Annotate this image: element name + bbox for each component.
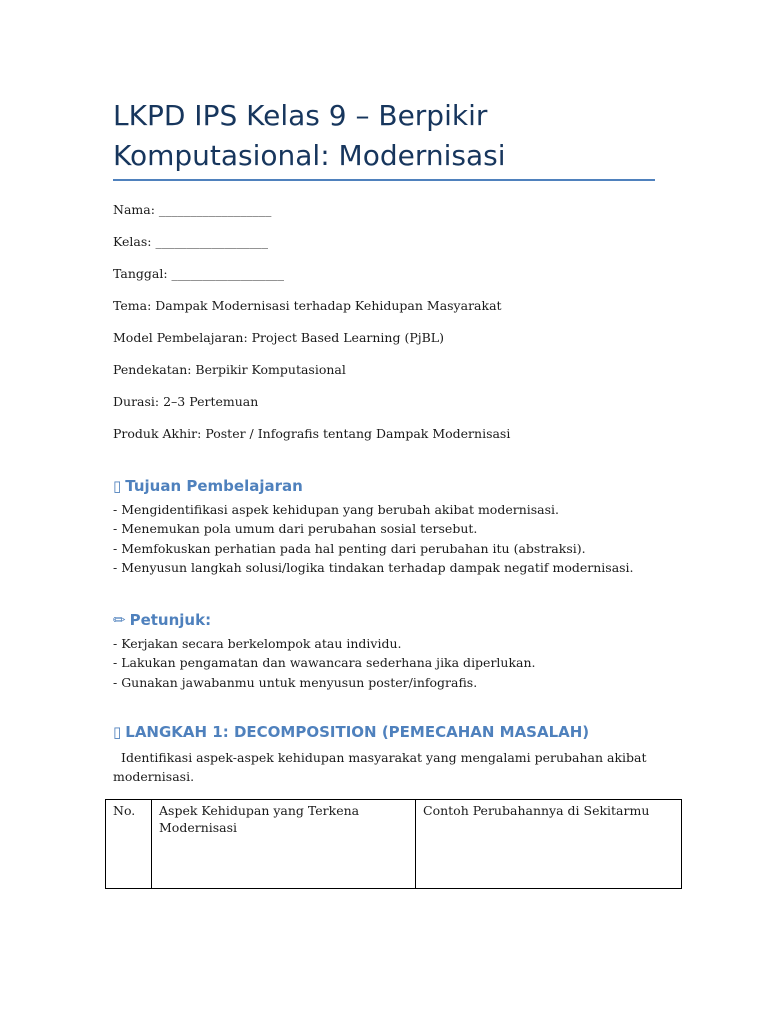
heading-petunjuk-text: Petunjuk:: [129, 611, 212, 629]
list-item: - Mengidentifikasi aspek kehidupan yang berubah akibat modernisasi.: [113, 502, 560, 517]
field-tema: Tema: Dampak Modernisasi terhadap Kehidupan Masyarakat: [113, 298, 502, 313]
table-header-no[interactable]: No.: [106, 800, 152, 889]
pencil-icon: ✏: [113, 611, 126, 629]
heading-tujuan: [113, 476, 303, 496]
decomposition-table: [105, 799, 682, 889]
heading-langkah1-text: LANGKAH 1: DECOMPOSITION (PEMECAHAN MASALAH): [125, 723, 590, 741]
title-divider: [113, 179, 655, 181]
field-nama: Nama: __________________: [113, 202, 272, 217]
list-item: - Menemukan pola umum dari perubahan sosial tersebut.: [113, 521, 478, 537]
table-row: [106, 800, 682, 889]
heading-langkah1: [113, 722, 589, 742]
heading-petunjuk: [113, 610, 211, 630]
field-durasi: Durasi: 2–3 Pertemuan: [113, 394, 259, 409]
field-model: Model Pembelajaran: Project Based Learning (PjBL): [113, 330, 444, 345]
field-tanggal: Tanggal: __________________: [113, 266, 285, 281]
petunjuk-list: [113, 634, 536, 692]
heading-tujuan-text: Tujuan Pembelajaran: [125, 477, 303, 495]
table-header-contoh[interactable]: Contoh Perubahannya di Sekitarmu: [416, 800, 682, 889]
list-item: - Lakukan pengamatan dan wawancara sederhana jika diperlukan.: [113, 655, 536, 671]
field-pendekatan: Pendekatan: Berpikir Komputasional: [113, 362, 346, 377]
target-icon: ▯: [113, 477, 122, 495]
list-item: - Kerjakan secara berkelompok atau individu.: [113, 636, 402, 651]
table-header-aspek[interactable]: Aspek Kehidupan yang Terkena Modernisasi: [152, 800, 416, 889]
missing-glyph-icon: ▯: [113, 723, 122, 741]
field-kelas: Kelas: __________________: [113, 234, 268, 249]
document-title: LKPD IPS Kelas 9 – Berpikir Komputasional: Modernisasi: [113, 99, 506, 172]
list-item: - Gunakan jawabanmu untuk menyusun poster/infografis.: [113, 674, 478, 690]
langkah1-intro: Identifikasi aspek-aspek kehidupan masyarakat yang mengalami perubahan akibat modernisasi.: [113, 750, 647, 784]
list-item: - Memfokuskan perhatian pada hal penting dari perubahan itu (abstraksi).: [113, 540, 586, 556]
list-item: - Menyusun langkah solusi/logika tindakan terhadap dampak negatif modernisasi.: [113, 559, 634, 575]
tujuan-list: [113, 500, 634, 577]
field-produk: Produk Akhir: Poster / Infografis tentang Dampak Modernisasi: [113, 426, 511, 441]
